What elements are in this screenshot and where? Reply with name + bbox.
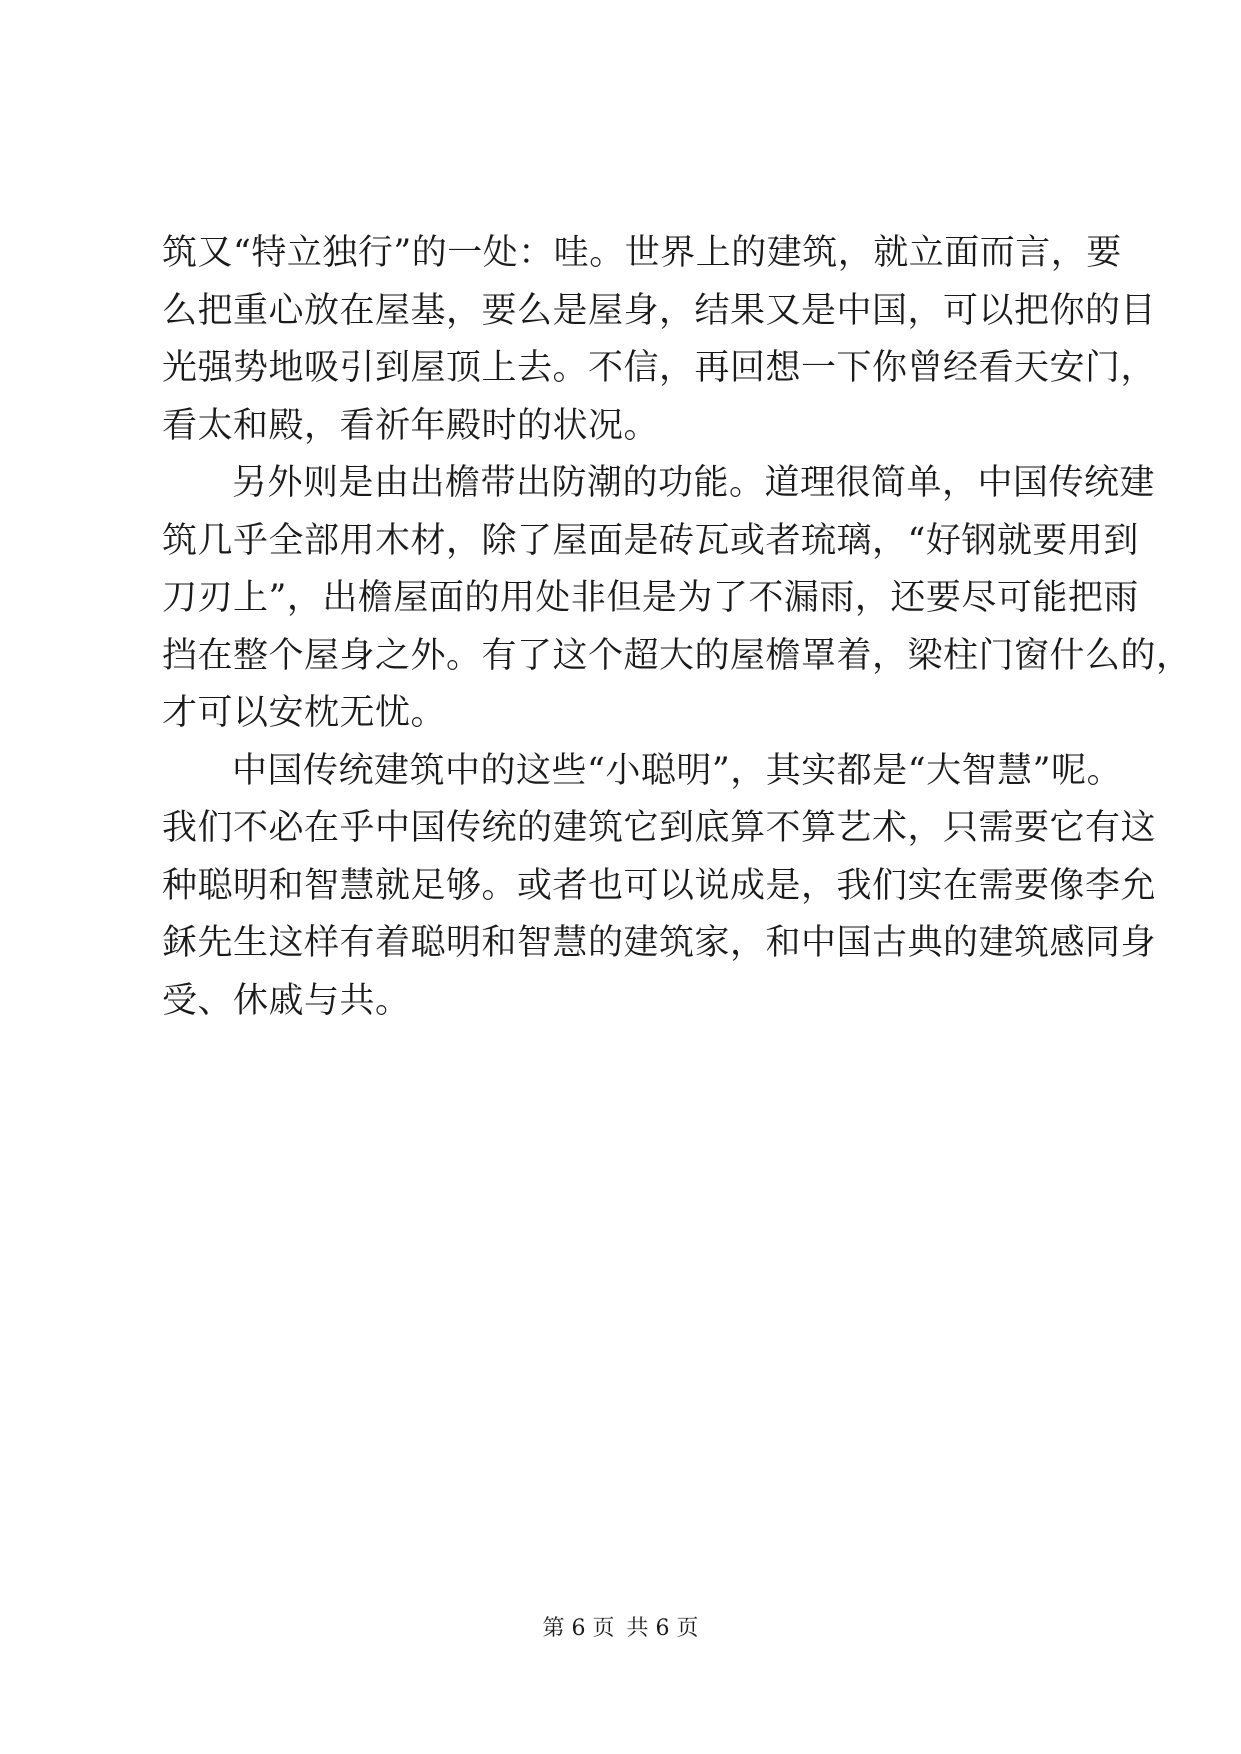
page-total: 共 6 页 [626, 1616, 699, 1641]
paragraph [162, 455, 1192, 743]
paragraph [162, 225, 1157, 455]
text-line: 另外则是由出檐带出防潮的功能。道理很简单，中国传统建 [232, 463, 1156, 503]
text-line: 受、休戚与共。 [162, 980, 411, 1021]
text-line: 筑几乎全部用木材，除了屋面是砖瓦或者琉璃，“好钢就要用到 [162, 520, 1139, 561]
page-footer [0, 1614, 1241, 1644]
text-line: 筑又“特立独行”的一处：哇。世界上的建筑，就立面而言，要 [162, 233, 1122, 273]
text-line: 种聪明和智慧就足够。或者也可以说成是，我们实在需要像李允 [162, 865, 1157, 906]
text-line: 我们不必在乎中国传统的建筑它到底算不算艺术，只需要它有这 [162, 808, 1157, 848]
text-line: 么把重心放在屋基，要么是屋身，结果又是中国，可以把你的目 [162, 290, 1157, 331]
text-line: 中国传统建筑中的这些“小聪明”，其实都是“大智慧”呢。 [232, 750, 1123, 791]
text-line: 挡在整个屋身之外。有了这个超大的屋檐罩着，梁柱门窗什么的， [162, 635, 1192, 676]
page-number: 第 6 页 [542, 1616, 615, 1641]
paragraph [162, 743, 1157, 1031]
text-line: 鉌先生这样有着聪明和智慧的建筑家，和中国古典的建筑感同身 [162, 923, 1157, 963]
text-line: 看太和殿，看祈年殿时的状况。 [162, 405, 660, 446]
text-line: 才可以安枕无忧。 [162, 693, 447, 733]
text-line: 刀刃上”，出檐屋面的用处非但是为了不漏雨，还要尽可能把雨 [162, 578, 1139, 618]
body-text [162, 225, 1192, 1030]
text-line: 光强势地吸引到屋顶上去。不信，再回想一下你曾经看天安门， [162, 348, 1157, 388]
